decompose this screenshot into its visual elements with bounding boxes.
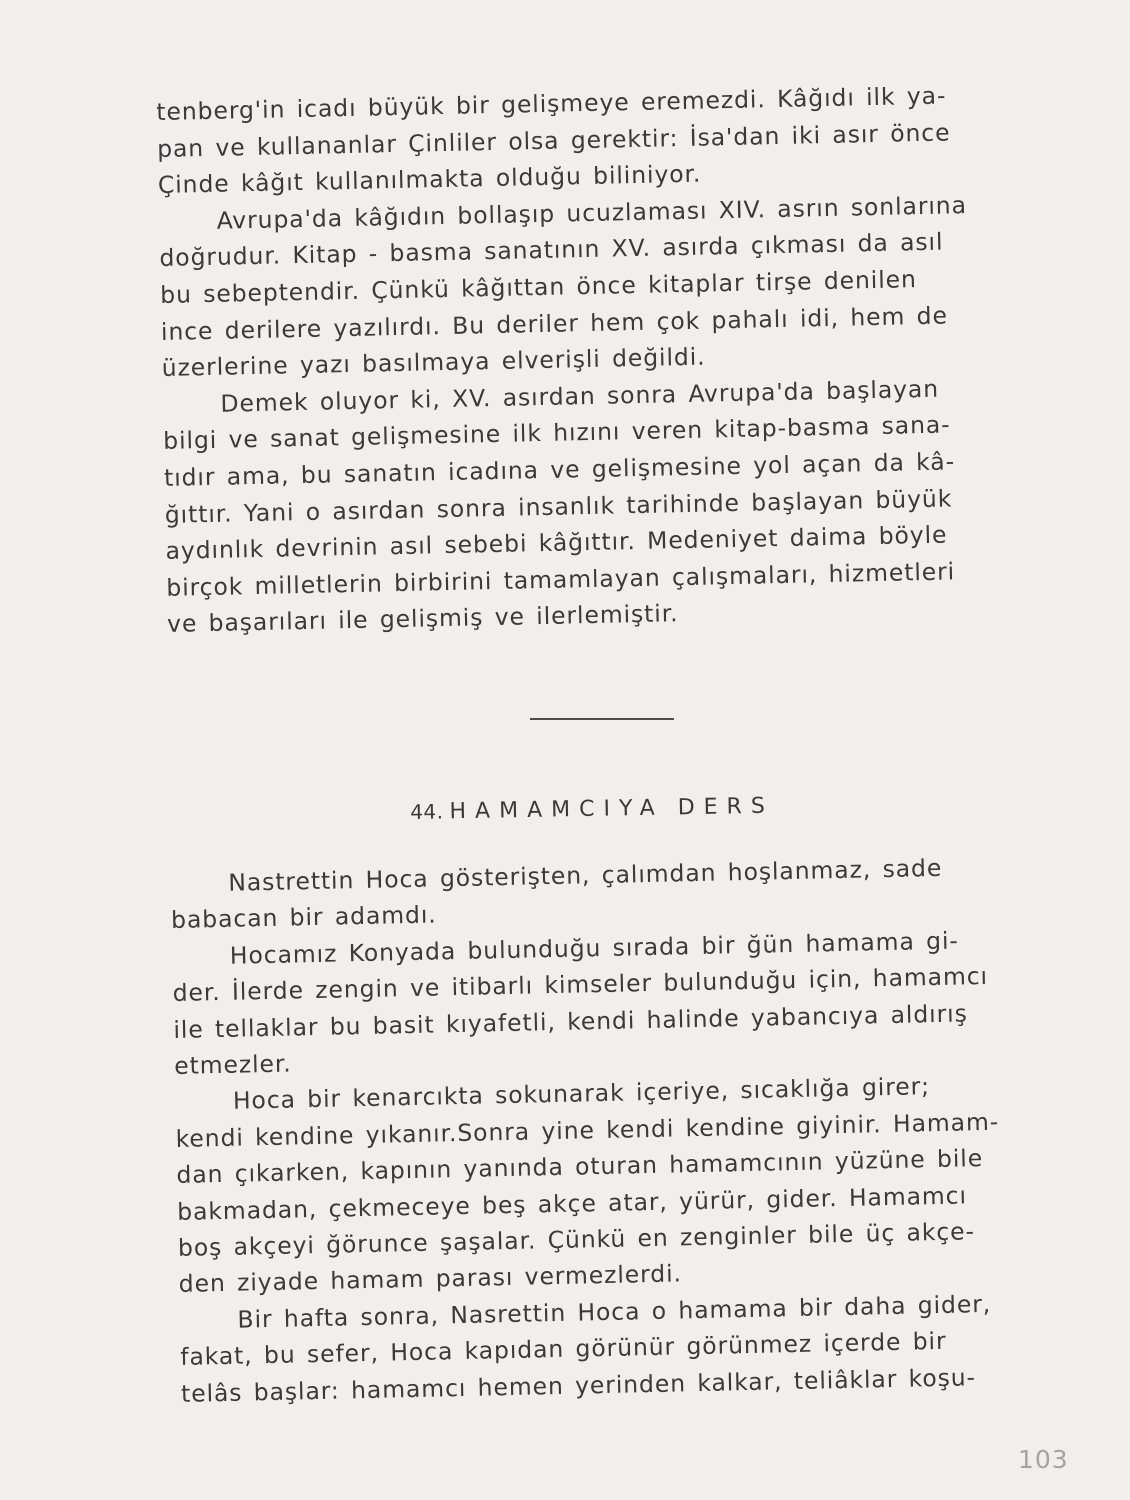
- chapter-title-word: DERS: [677, 793, 775, 821]
- chapter-number: 44.: [410, 799, 444, 824]
- text-line: Bir hafta sonra, Nasrettin Hoca o hamama bir daha gider,: [237, 1289, 992, 1334]
- text-line: ile tellaklar bu basit kıyafetli, kendi halinde yabancıya aldırış: [173, 998, 968, 1044]
- text-line: Hoca bir kenarcıkta sokunarak içeriye, sıcaklığa girer;: [232, 1072, 931, 1116]
- text-line: ve başarıları ile gelişmiş ve ilerlemiştir.: [166, 599, 679, 639]
- text-line: birçok milletlerin birbirini tamamlayan çalışmaları, hizmetleri: [166, 557, 956, 602]
- chapter-heading: [410, 794, 774, 825]
- chapter-title-word: HAMAMCIYA: [449, 795, 664, 825]
- text-line: babacan bir adamdı.: [170, 900, 437, 935]
- text-line: Nastrettin Hoca gösterişten, çalımdan hoşlanmaz, sade: [228, 853, 943, 897]
- paragraph-block-paper-history: [156, 76, 1047, 643]
- text-line: ğıttır. Yani o asırdan sonra insanlık tarihinde başlayan büyük: [164, 483, 953, 529]
- text-line: aydınlık devrinin asıl sebebi kâğıttır. Medeniyet daima böyle: [165, 520, 948, 566]
- text-line: bu sebeptendir. Çünkü kâğıttan önce kitaplar tirşe denilen: [159, 265, 918, 309]
- text-line: Demek oluyor ki, XV. asırdan sonra Avrupa'da başlayan: [220, 374, 940, 418]
- text-line: bilgi ve sanat gelişmesine ilk hızını veren kitap-basma sana-: [162, 410, 951, 456]
- text-line: etmezler.: [173, 1049, 292, 1080]
- text-line: Çinde kâğıt kullanılmakta olduğu biliniyor.: [157, 159, 702, 200]
- text-line: den ziyade hamam parası vermezlerdi.: [178, 1259, 683, 1299]
- section-divider: [530, 718, 674, 720]
- text-line: bakmadan, çekmeceye beş akçe atar, yürür, gider. Hamamcı: [176, 1181, 968, 1226]
- text-line: doğrudur. Kitap - basma sanatının XV. asırda çıkması da asıl: [159, 227, 944, 273]
- text-line: fakat, bu sefer, Hoca kapıdan görünür görünmez içerde bir: [179, 1327, 947, 1372]
- page-number: 103: [1018, 1445, 1069, 1474]
- text-line: boş akçeyi ğörunce şaşalar. Çünkü en zenginler bile üç akçe-: [177, 1217, 976, 1262]
- text-line: tıdır ama, bu sanatın icadına ve gelişmesine yol açan da kâ-: [163, 447, 956, 492]
- text-line: Avrupa'da kâğıdın bollaşıp ucuzlaması XIV. asrın sonlarına: [216, 190, 968, 235]
- text-line: pan ve kullananlar Çinliler olsa gerektir: İsa'dan iki asır önce: [156, 117, 951, 163]
- text-line: tenberg'in icadı büyük bir gelişmeye eremezdi. Kâğıdı ilk ya-: [156, 81, 947, 126]
- text-line: telâs başlar: hamamcı hemen yerinden kalkar, teliâklar koşu-: [180, 1362, 977, 1408]
- text-line: üzerlerine yazı basılmaya elverişli değildi.: [161, 342, 706, 383]
- text-line: dan çıkarken, kapının yanında oturan hamamcının yüzüne bile: [176, 1144, 984, 1190]
- paragraph-block-hamamciya-ders: [170, 848, 1061, 1412]
- text-line: ince derilere yazılırdı. Bu deriler hem çok pahalı idi, hem de: [160, 301, 949, 346]
- text-line: Hocamız Konyada bulunduğu sırada bir ğün hamama gi-: [229, 926, 960, 970]
- text-line: der. İlerde zengin ve itibarlı kimseler bulunduğu için, hamamcı: [172, 962, 989, 1008]
- text-line: kendi kendine yıkanır.Sonra yine kendi kendine giyinir. Hamam-: [175, 1107, 1000, 1153]
